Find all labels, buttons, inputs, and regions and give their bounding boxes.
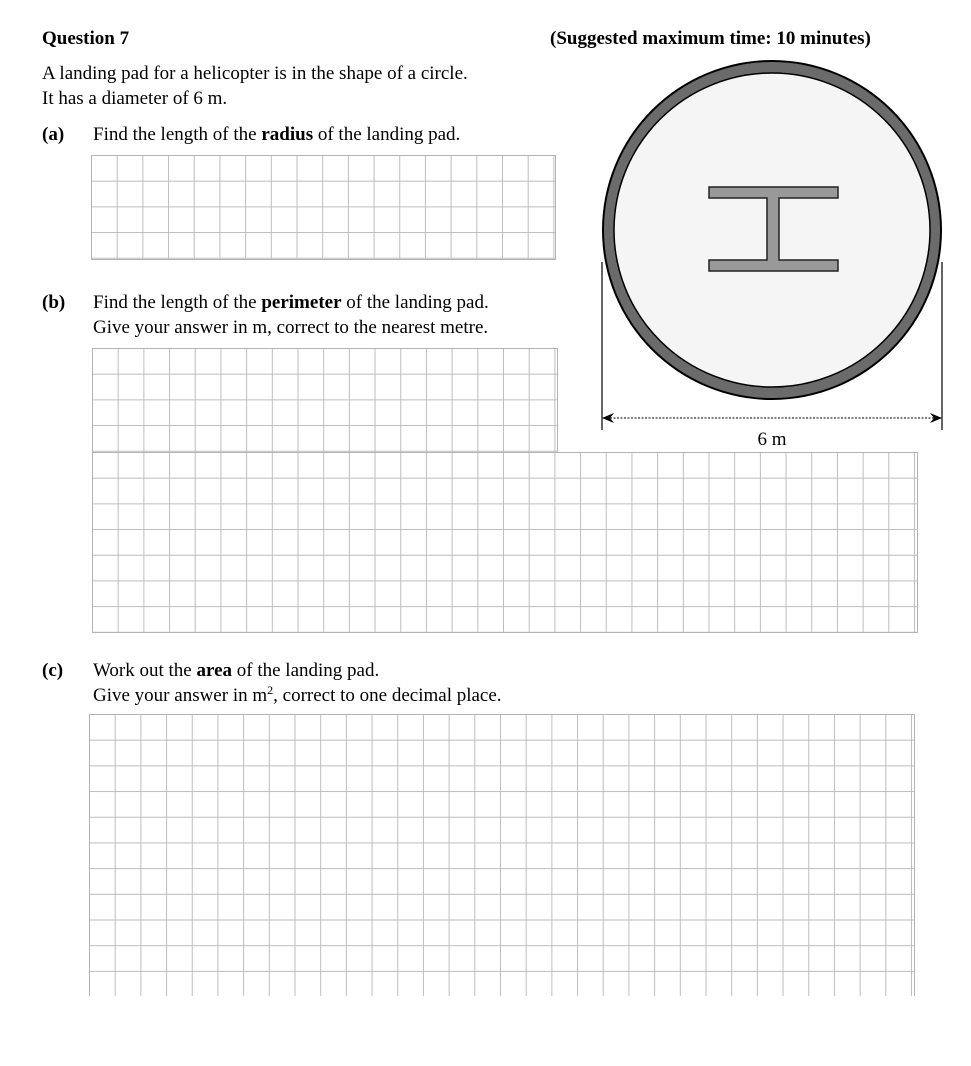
part-b-question: Find the length of the perimeter of the landing pad.: [93, 292, 489, 313]
part-b-keyword: perimeter: [261, 292, 342, 313]
suggested-time: (Suggested maximum time: 10 minutes): [550, 28, 871, 49]
part-c-instruction: Give your answer in $m^2$, correct to one decimal place.: [93, 683, 502, 706]
intro-line-1: A landing pad for a helicopter is in the shape of a circle.: [42, 63, 468, 84]
diameter-label: 6 m: [757, 429, 787, 450]
part-a-keyword: radius: [261, 124, 314, 145]
part-b-instruction: Give your answer in m, correct to the nearest metre.: [93, 317, 489, 338]
question-title: Question 7: [42, 28, 130, 49]
intro-line-2: It has a diameter of 6 m.: [42, 88, 228, 109]
part-c-keyword: area: [196, 660, 233, 681]
part-c-label: (c): [42, 660, 64, 681]
part-a-label: (a): [42, 124, 65, 145]
part-a-question: Find the length of the radius of the landing pad.: [93, 124, 461, 145]
part-c-question: Work out the area of the landing pad.: [93, 660, 380, 681]
part-b-label: (b): [42, 292, 66, 313]
